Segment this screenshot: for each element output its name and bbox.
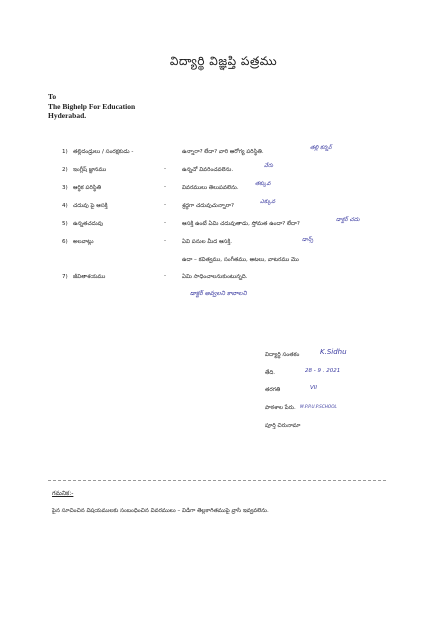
class-label: తరగతి (265, 387, 281, 393)
row-dash: - (164, 166, 167, 172)
row-label: ఆర్థిక పరిస్థితి (73, 185, 102, 191)
handwritten-answer-5: డాక్టర్ చదు (336, 217, 360, 223)
address-org: The Bighelp For Education (48, 101, 136, 111)
handwritten-answer-2: వేరు (264, 163, 274, 169)
row-number: 5) (62, 221, 68, 227)
address-to: To (48, 92, 57, 101)
row-question: ఏవి పనుల మీద ఆసక్తి. (182, 239, 233, 245)
row-dash: - (164, 184, 167, 190)
handwritten-answer-6: డాన్స్ (302, 237, 314, 243)
row-label: తల్లిదండ్రులు / సంరక్షకుడు - (73, 149, 134, 155)
row-question: ఆసక్తి ఉంటే ఏమి చదువుతాడు, స్తోమత ఉందా? లేదా? (182, 221, 300, 227)
row-number: 3) (62, 185, 68, 191)
row-question: వివరములు తెలుపవలెను. (182, 185, 239, 191)
note-title: గమనిక:- (52, 490, 74, 497)
form-row-6 (62, 238, 233, 246)
form-title: విద్యార్థి విజ్ఞప్తి పత్రము (169, 54, 278, 68)
form-row-5 (62, 220, 300, 228)
recipient-address (48, 92, 135, 121)
row-question: శ్రద్ధగా చదువుచున్నారా? (182, 203, 234, 209)
row-number: 7) (62, 274, 68, 280)
row-question: ఉన్నారా? లేదా? వారి ఆరోగ్య పరిస్థితి. (182, 149, 264, 155)
address-label: పూర్తి చిరునామా (265, 423, 301, 429)
row-number: 1) (62, 149, 68, 155)
row-dash: - (164, 220, 167, 226)
school-value: M.P.P.U.P.SCHOOL (300, 404, 337, 409)
handwritten-answer-4: ఎక్కువ (260, 199, 276, 205)
date-label: తేది. (265, 370, 276, 376)
class-value: VII (310, 385, 318, 391)
row-label: అలవాట్లు (73, 239, 94, 245)
divider (48, 480, 386, 481)
form-row-6-example (62, 256, 299, 263)
form-row-2 (62, 166, 234, 174)
school-label: పాఠశాల పేరు. (265, 405, 296, 411)
form-row-1 (62, 148, 264, 156)
row-number: 4) (62, 203, 68, 209)
row-label: చదువు పై ఆసక్తి (73, 203, 108, 209)
note-text: పైన సూచించిన విషయములకు సంబంధించిన వివరములు – విడిగా తెల్లకాగితముపై వ్రాసి ఇవ్వవలెను. (52, 508, 269, 514)
row-label: ఉన్నతచదువు (73, 221, 104, 227)
handwritten-answer-1: తల్లి కన్నర్ (310, 145, 332, 151)
form-row-3 (62, 184, 239, 192)
row-question: ఉదా – కవిత్వము, సంగీతము, ఆటలు, వాటరము మొ (182, 257, 299, 263)
date-value: 28 - 9 . 2021 (305, 368, 341, 374)
student-signature: K.Sidhu (320, 348, 347, 356)
row-number: 6) (62, 239, 68, 245)
address-city: Hyderabad. (48, 111, 87, 120)
row-dash: - (164, 238, 167, 244)
row-question: ఉన్నచో వివరించవలెను. (182, 167, 234, 173)
row-question: ఏమి సాధించాలనుకుంటున్నది. (182, 274, 248, 280)
row-dash: - (164, 202, 167, 208)
form-row-7 (62, 273, 248, 281)
student-signature-label: విద్యార్థి సంతకం (265, 352, 300, 358)
handwritten-answer-7: డాక్టర్ అవ్వలని కావాలని (190, 290, 247, 297)
form-row-4 (62, 202, 234, 210)
row-label: ఇంగ్లీష్ జ్ఞానము (73, 167, 107, 173)
row-number: 2) (62, 167, 68, 173)
row-dash: - (164, 273, 167, 279)
handwritten-answer-3: తక్కువ (255, 181, 271, 187)
row-label: జీవితాశయము (73, 274, 106, 280)
